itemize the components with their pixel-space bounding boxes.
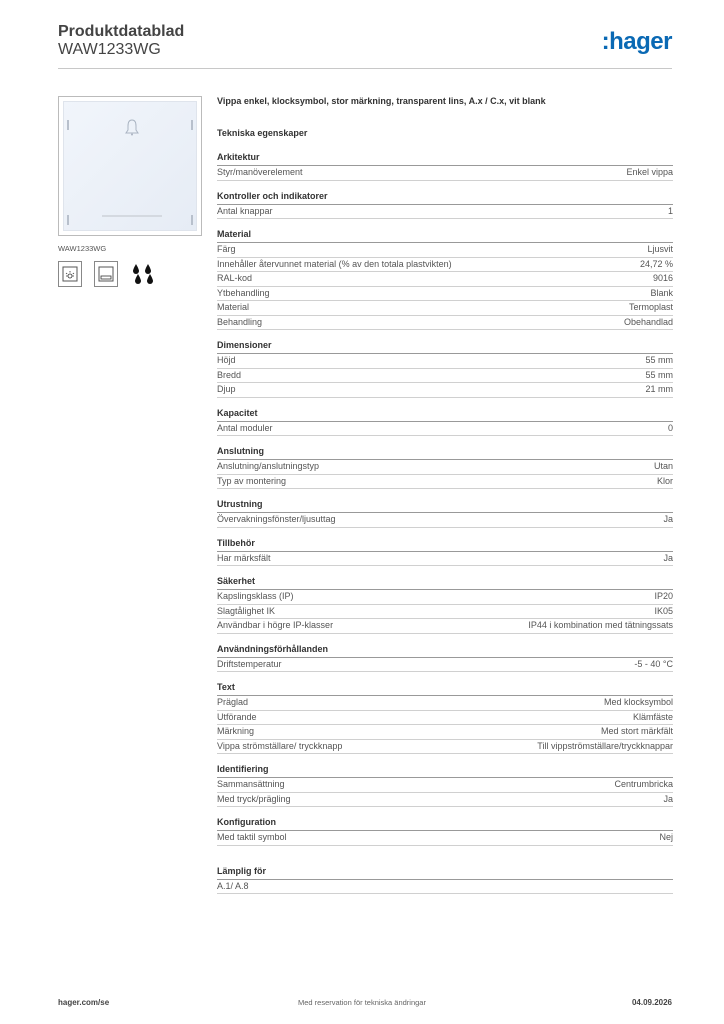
spec-group bbox=[217, 817, 673, 846]
spec-label: Vippa strömställare/ tryckknapp bbox=[217, 740, 343, 751]
spec-group bbox=[217, 408, 673, 437]
spec-row bbox=[217, 369, 673, 384]
spec-row bbox=[217, 287, 673, 302]
spec-label: Behandling bbox=[217, 316, 263, 327]
spec-group bbox=[217, 538, 673, 567]
spec-value: IP20 bbox=[654, 591, 673, 601]
spec-row bbox=[217, 301, 673, 316]
spec-label: Bredd bbox=[217, 369, 242, 380]
spec-row bbox=[217, 513, 673, 528]
footer-date: 04.09.2026 bbox=[631, 998, 672, 1007]
spec-value: 55 mm bbox=[645, 355, 673, 365]
spec-label: Typ av montering bbox=[217, 475, 287, 486]
group-title: Konfiguration bbox=[217, 817, 673, 831]
product-image bbox=[58, 96, 202, 236]
spec-row bbox=[217, 619, 673, 634]
spec-group bbox=[217, 229, 673, 330]
water-drops-icon bbox=[130, 261, 156, 287]
page-header bbox=[58, 22, 672, 69]
spec-label: Sammansättning bbox=[217, 779, 285, 789]
spec-label: Utförande bbox=[217, 711, 257, 722]
spec-label: Har märksfält bbox=[217, 552, 271, 563]
group-title: Anslutning bbox=[217, 446, 673, 460]
group-title: Användningsförhållanden bbox=[217, 644, 673, 658]
spec-row bbox=[217, 696, 673, 711]
spec-value: Klämfäste bbox=[632, 711, 673, 722]
logo-text: hager bbox=[609, 28, 672, 55]
spec-row bbox=[217, 740, 673, 755]
spec-value: 21 mm bbox=[645, 384, 673, 394]
spec-row bbox=[217, 383, 673, 398]
spec-row bbox=[217, 205, 673, 220]
product-description: Vippa enkel, klocksymbol, stor märkning, transparent lins, A.x / C.x, vit blank bbox=[217, 96, 546, 106]
spec-value: 0 bbox=[667, 422, 673, 433]
spec-value: Ja bbox=[663, 552, 673, 563]
spec-row bbox=[217, 793, 673, 808]
product-panel bbox=[58, 96, 202, 287]
spec-label: A.1/ A.8 bbox=[217, 880, 249, 891]
spec-label: Präglad bbox=[217, 697, 249, 707]
group-title: Dimensioner bbox=[217, 340, 673, 354]
image-caption: WAW1233WG bbox=[58, 244, 107, 253]
spec-value: Med klocksymbol bbox=[603, 697, 673, 707]
spec-label: Ytbehandling bbox=[217, 287, 270, 298]
spec-panel bbox=[217, 96, 673, 894]
spec-row bbox=[217, 475, 673, 490]
group-title: Tillbehör bbox=[217, 538, 673, 552]
spec-label: Med taktil symbol bbox=[217, 832, 287, 842]
spec-group bbox=[217, 499, 673, 528]
spec-label: Antal moduler bbox=[217, 422, 273, 433]
spec-value: Ja bbox=[663, 793, 673, 804]
spec-value: -5 - 40 °C bbox=[634, 658, 673, 669]
spec-label: Med tryck/prägling bbox=[217, 793, 291, 804]
group-title: Arkitektur bbox=[217, 152, 673, 166]
bell-icon bbox=[125, 119, 139, 136]
spec-value: Nej bbox=[659, 832, 673, 842]
spec-group bbox=[217, 644, 673, 673]
group-title: Säkerhet bbox=[217, 576, 673, 590]
spec-value: 1 bbox=[667, 205, 673, 216]
spec-group bbox=[217, 152, 673, 181]
spec-value: Blank bbox=[650, 287, 673, 298]
spec-row bbox=[217, 316, 673, 331]
spec-label: Djup bbox=[217, 384, 236, 394]
hager-logo: :hager bbox=[601, 28, 672, 55]
spec-label: Färg bbox=[217, 244, 236, 254]
group-title: Text bbox=[217, 682, 673, 696]
spec-label: Kapslingsklass (IP) bbox=[217, 591, 294, 601]
group-title: Kapacitet bbox=[217, 408, 673, 422]
spec-row bbox=[217, 880, 673, 895]
spec-value: Centrumbricka bbox=[614, 779, 673, 789]
spec-row bbox=[217, 243, 673, 258]
spec-label: Anslutning/anslutningstyp bbox=[217, 461, 320, 471]
footer-disclaimer: Med reservation för tekniska ändringar bbox=[298, 998, 426, 1007]
section-title: Tekniska egenskaper bbox=[217, 128, 308, 138]
group-title: Identifiering bbox=[217, 764, 673, 778]
group-title: Utrustning bbox=[217, 499, 673, 513]
spec-row bbox=[217, 422, 673, 437]
illuminated-switch-icon bbox=[58, 261, 82, 287]
spec-row bbox=[217, 552, 673, 567]
spec-label: Driftstemperatur bbox=[217, 658, 282, 669]
spec-label: Märkning bbox=[217, 726, 255, 736]
spec-value: Ja bbox=[663, 514, 673, 524]
spec-label: Innehåller återvunnet material (% av den totala plastvikten) bbox=[217, 258, 452, 269]
spec-label: RAL-kod bbox=[217, 273, 253, 283]
spec-value: IP44 i kombination med tätningssats bbox=[528, 620, 673, 630]
label-field-mark bbox=[102, 215, 162, 217]
spec-value: Enkel vippa bbox=[626, 167, 673, 177]
spec-label: Övervakningsfönster/ljusuttag bbox=[217, 514, 336, 524]
spec-label: Material bbox=[217, 302, 250, 312]
spec-row bbox=[217, 258, 673, 273]
group-title: Material bbox=[217, 229, 673, 243]
spec-group bbox=[217, 764, 673, 807]
label-field-icon bbox=[94, 261, 118, 287]
spec-groups bbox=[217, 152, 673, 846]
spec-group bbox=[217, 191, 673, 220]
spec-group bbox=[217, 576, 673, 634]
spec-row bbox=[217, 605, 673, 620]
spec-row bbox=[217, 711, 673, 726]
spec-value: Med stort märkfält bbox=[600, 726, 673, 736]
spec-value: 9016 bbox=[652, 273, 673, 283]
group-title: Kontroller och indikatorer bbox=[217, 191, 673, 205]
spec-value: Till vippströmställare/tryckknappar bbox=[537, 740, 673, 751]
spec-row bbox=[217, 831, 673, 846]
spec-group-suitable bbox=[217, 866, 673, 895]
spec-group bbox=[217, 340, 673, 398]
spec-value: Obehandlad bbox=[623, 316, 673, 327]
spec-label: Antal knappar bbox=[217, 205, 273, 216]
spec-label: Styr/manöverelement bbox=[217, 167, 303, 177]
spec-row bbox=[217, 460, 673, 475]
feature-icons bbox=[58, 261, 202, 287]
spec-value: Klor bbox=[656, 475, 673, 486]
spec-group bbox=[217, 682, 673, 754]
spec-value: Termoplast bbox=[628, 302, 673, 312]
spec-row bbox=[217, 354, 673, 369]
spec-label: Slagtålighet IK bbox=[217, 605, 276, 616]
spec-row bbox=[217, 590, 673, 605]
spec-value: IK05 bbox=[654, 605, 673, 616]
spec-group bbox=[217, 446, 673, 489]
page-title: Produktdatablad bbox=[58, 23, 185, 40]
spec-row bbox=[217, 272, 673, 287]
spec-row bbox=[217, 658, 673, 673]
group-title: Lämplig för bbox=[217, 866, 673, 880]
spec-row bbox=[217, 725, 673, 740]
spec-value: Ljusvit bbox=[647, 244, 673, 254]
footer-website: hager.com/se bbox=[58, 998, 110, 1007]
spec-row bbox=[217, 778, 673, 793]
spec-label: Användbar i högre IP-klasser bbox=[217, 620, 334, 630]
spec-row bbox=[217, 166, 673, 181]
product-code: WAW1233WG bbox=[58, 41, 161, 58]
spec-value: 24,72 % bbox=[639, 258, 673, 269]
spec-value: 55 mm bbox=[645, 369, 673, 380]
spec-label: Höjd bbox=[217, 355, 236, 365]
spec-value: Utan bbox=[653, 461, 673, 471]
